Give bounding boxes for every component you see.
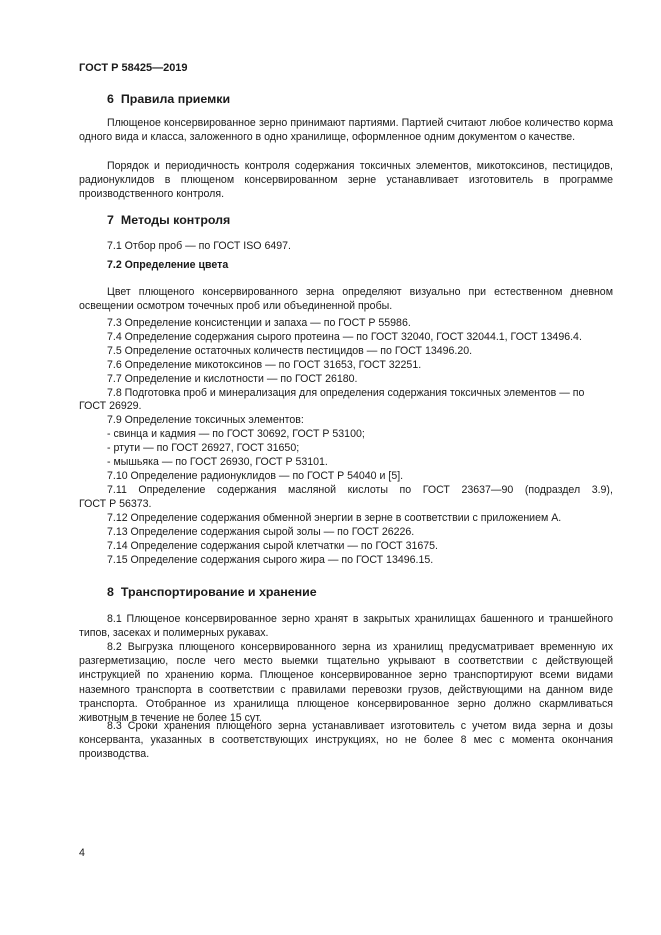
paragraph [79,116,613,144]
clause-7-7: 7.7 Определение и кислотности — по ГОСТ 26180. [107,373,358,385]
clause-7-1: 7.1 Отбор проб — по ГОСТ ISO 6497. [107,240,291,252]
word: (подраздел [524,484,581,496]
word: Определение [138,484,206,496]
paragraph [79,159,613,202]
clause-7-10: 7.10 Определение радионуклидов — по ГОСТ Р 54040 и [5]. [107,470,404,482]
clause-7-2-heading: 7.2 Определение цвета [107,259,229,271]
paragraph [79,285,613,313]
word: масляной [288,484,337,496]
paragraph-text: 8.1 Плющеное консервированное зерно хранят в закрытых хранилищах башенного и траншейного типов, засеках и полимерных рукавах. [79,613,613,640]
list-item: - ртути — по ГОСТ 26927, ГОСТ 31650; [107,442,300,454]
document-header: ГОСТ Р 58425—2019 [79,62,188,74]
clause-7-8: 7.8 Подготовка проб и минерализация для определения содержания токсичных элементов — по [107,387,585,399]
section-number: 7 [107,213,114,227]
word: 23637—90 [461,484,514,496]
section-title: Правила приемки [120,92,231,106]
clause-7-5: 7.5 Определение остаточных количеств пестицидов — по ГОСТ 13496.20. [107,345,473,357]
clause-7-4: 7.4 Определение содержания сырого протеина — по ГОСТ 32040, ГОСТ 32044.1, ГОСТ 13496.4. [107,331,582,343]
clause-7-13: 7.13 Определение содержания сырой золы — по ГОСТ 26226. [107,526,415,538]
clause-7-8-continued: ГОСТ 26929. [79,400,142,412]
list-item: - свинца и кадмия — по ГОСТ 30692, ГОСТ Р 53100; [107,428,365,440]
word: 7.11 [107,484,127,496]
word: по [399,484,412,496]
clause-7-6: 7.6 Определение микотоксинов — по ГОСТ 31653, ГОСТ 32251. [107,359,422,371]
section-title: Методы контроля [120,213,231,227]
word: кислоты [347,484,388,496]
paragraph [79,719,613,762]
paragraph-text: Плющеное консервированное зерно принимают партиями. Партией считают любое количество корма одного вида и класса, заложенного в одно хранилище, оформленное одним документом о качестве. [79,117,613,144]
paragraph-text: 8.3 Сроки хранения плющеного зерна устанавливает изготовитель с учетом вида зерна и дозы консерванта, указанных в соответствующих инструкциях, но не более 8 мес с момента окончания производства. [79,720,613,761]
paragraph [79,612,613,640]
paragraph-text: Порядок и периодичность контроля содержания токсичных элементов, микотоксинов, пестицидов, радионуклидов в плющеном консервированном зерне устанавливает изготовитель в программе производственного контроля. [79,160,613,201]
clause-7-14: 7.14 Определение содержания сырой клетчатки — по ГОСТ 31675. [107,540,438,552]
paragraph-text: Цвет плющеного консервированного зерна определяют визуально при естественном дневном освещении осмотром точечных проб или объединенной пробы. [79,286,613,313]
section-title: Транспортирование и хранение [120,585,317,599]
clause-7-9: 7.9 Определение токсичных элементов: [107,414,304,426]
word: ГОСТ [422,484,450,496]
clause-7-15: 7.15 Определение содержания сырого жира — по ГОСТ 13496.15. [107,554,434,566]
section-number: 6 [107,92,114,106]
clause-7-3: 7.3 Определение консистенции и запаха — по ГОСТ Р 55986. [107,317,411,329]
paragraph-text: 8.2 Выгрузка плющеного консервированного зерна из хранилищ предусматривает временную их разгерметизацию, после чего место выемки тщательно укрывают в соответствии с действующей инструкцией по хранению корма. Плющеное консервированное зерно транспортируют всеми видами наземного транспорта в соответствии с правилами перевозки грузов, действующими на данном виде транспорта. Отобранное из хранилища плющеное консервированное зерно должно скармливаться животным в течение не более 15 сут. [79,641,613,725]
list-item: - мышьяка — по ГОСТ 26930, ГОСТ Р 53101. [107,456,328,468]
word: содержания [216,484,277,496]
page-number: 4 [79,847,85,859]
paragraph [79,640,613,725]
section-7-heading [107,213,230,227]
word: 3.9), [591,484,613,496]
section-8-heading [107,585,317,599]
clause-7-11-continued: ГОСТ Р 56373. [79,498,152,510]
clause-7-12: 7.12 Определение содержания обменной энергии в зерне в соответствии с приложением А. [107,512,562,524]
section-6-heading [107,92,230,106]
section-number: 8 [107,585,114,599]
clause-7-11 [107,483,613,497]
